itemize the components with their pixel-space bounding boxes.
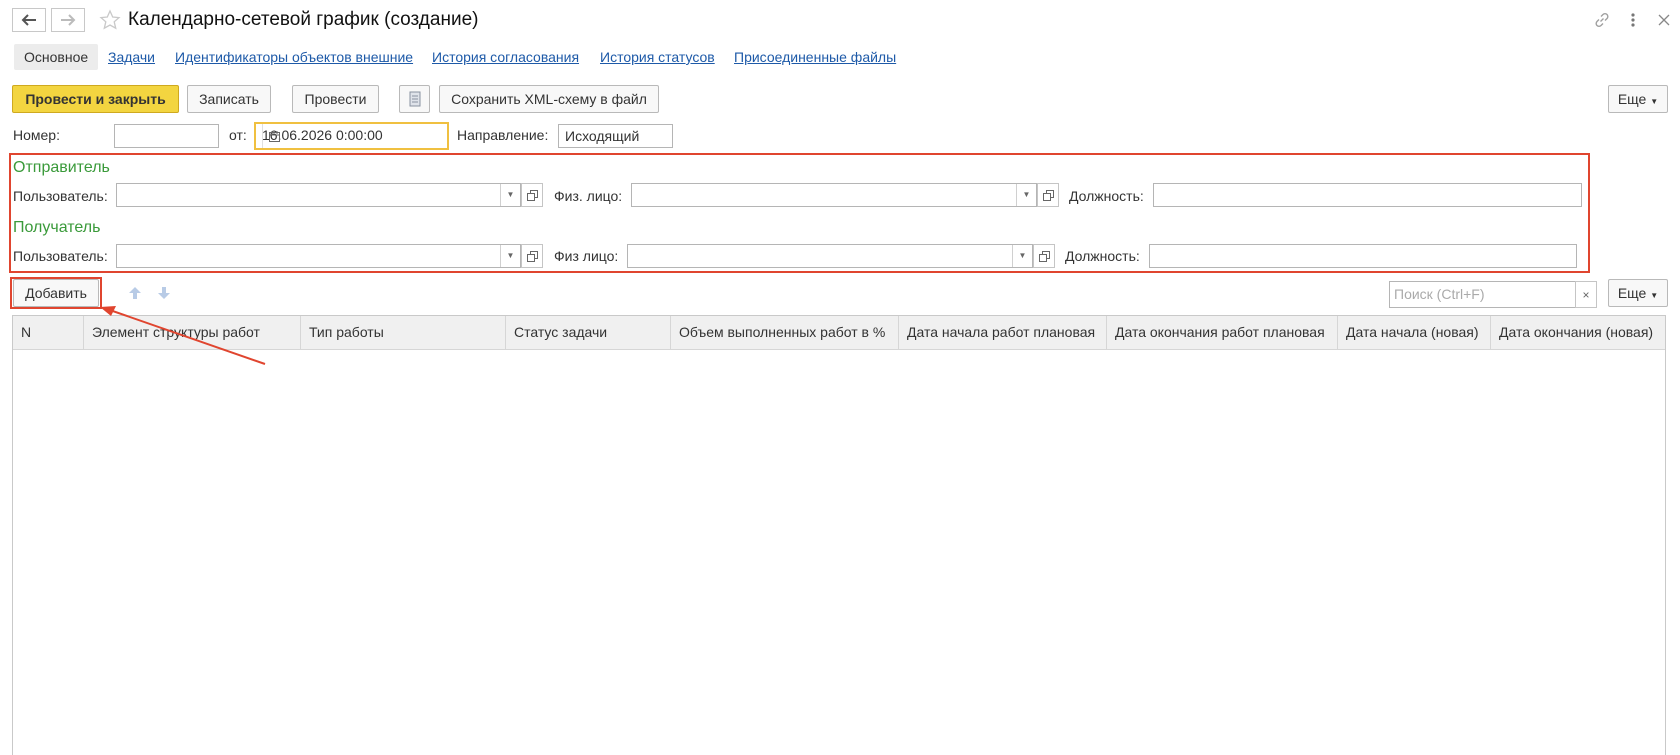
save-xml-button[interactable]: Сохранить XML-схему в файл xyxy=(439,85,659,113)
more-label: Еще xyxy=(1617,91,1647,107)
chevron-down-icon: ▼ xyxy=(1650,97,1659,106)
tab-main[interactable]: Основное xyxy=(14,44,98,70)
column-header-planned-end[interactable]: Дата окончания работ плановая xyxy=(1107,316,1338,349)
close-icon: × xyxy=(1582,287,1590,302)
sender-position-label: Должность: xyxy=(1069,188,1144,204)
column-header-completion-percent[interactable]: Объем выполненных работ в % xyxy=(671,316,899,349)
column-header-task-status[interactable]: Статус задачи xyxy=(506,316,671,349)
sender-user-label: Пользователь: xyxy=(13,188,108,204)
post-button[interactable]: Провести xyxy=(292,85,379,113)
tab-attached-files[interactable]: Присоединенные файлы xyxy=(734,49,897,65)
column-header-planned-start[interactable]: Дата начала работ плановая xyxy=(899,316,1107,349)
recipient-user-label: Пользователь: xyxy=(13,248,108,264)
recipient-title: Получатель xyxy=(13,219,101,236)
column-header-new-start[interactable]: Дата начала (новая) xyxy=(1338,316,1491,349)
date-value: 16.06.2026 0:00:00 xyxy=(262,127,383,143)
column-header-work-type[interactable]: Тип работы xyxy=(301,316,506,349)
direction-label: Направление: xyxy=(457,127,549,143)
tab-approval-history[interactable]: История согласования xyxy=(432,49,580,65)
sender-person-label: Физ. лицо: xyxy=(554,188,623,204)
save-button[interactable]: Записать xyxy=(187,85,271,113)
chevron-down-icon[interactable]: ▼ xyxy=(1012,245,1032,267)
post-and-close-button[interactable]: Провести и закрыть xyxy=(12,85,179,113)
recipient-position-label: Должность: xyxy=(1065,248,1140,264)
chevron-down-icon[interactable]: ▼ xyxy=(500,184,520,206)
tab-external-ids[interactable]: Идентификаторы объектов внешние xyxy=(175,49,414,65)
sender-title: Отправитель xyxy=(13,159,110,176)
column-header-new-end[interactable]: Дата окончания (новая) xyxy=(1499,324,1654,340)
search-placeholder: Поиск (Ctrl+F) xyxy=(1394,286,1485,302)
from-label: от: xyxy=(229,127,247,143)
column-header-wbs-element[interactable]: Элемент структуры работ xyxy=(84,316,301,349)
direction-field[interactable]: Исходящий xyxy=(558,124,673,148)
chevron-down-icon[interactable]: ▼ xyxy=(1016,184,1036,206)
column-header-n[interactable]: N xyxy=(13,316,84,349)
number-label: Номер: xyxy=(13,127,60,143)
recipient-person-label: Физ лицо: xyxy=(554,248,619,264)
add-button[interactable]: Добавить xyxy=(13,279,99,307)
tab-status-history[interactable]: История статусов xyxy=(600,49,715,65)
page-title: Календарно-сетевой график (создание) xyxy=(128,9,479,30)
more-label: Еще xyxy=(1617,285,1647,301)
chevron-down-icon[interactable]: ▼ xyxy=(500,245,520,267)
tab-tasks[interactable]: Задачи xyxy=(108,49,156,65)
chevron-down-icon: ▼ xyxy=(1650,291,1659,300)
